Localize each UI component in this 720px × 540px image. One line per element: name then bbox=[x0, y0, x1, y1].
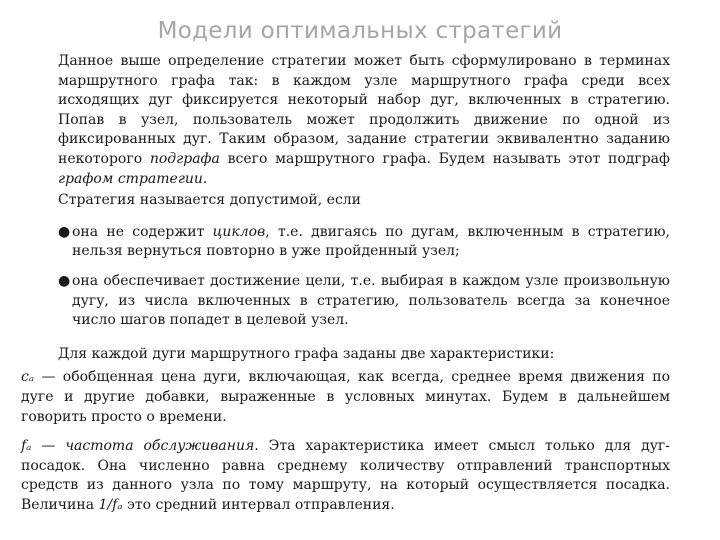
definition-cost bbox=[21, 368, 670, 427]
paragraph-strategy-definition bbox=[58, 52, 670, 189]
paragraph-characteristics: Для каждой дуги маршрутного графа заданы две характеристики: bbox=[58, 345, 555, 362]
term-cycles: циклов bbox=[212, 223, 266, 240]
definition-frequency bbox=[21, 437, 670, 515]
list-item bbox=[58, 223, 670, 262]
text-fragment: это средний интервал отправления. bbox=[122, 496, 395, 513]
conditions-list bbox=[58, 223, 670, 331]
bullet-icon: ● bbox=[58, 272, 71, 289]
term-strategy-graph: графом стратегии bbox=[58, 170, 203, 187]
text-fragment: , т.е. двигаясь по дугам, включенным в стратегию, нельзя вернуться повторно в уже пройденный узел; bbox=[72, 223, 670, 260]
text-fragment: Данное выше определение стратегии может быть сформулировано в терминах маршрутного графа так: в каждом узле маршрутного графа среди всех исходящих дуг фиксируется некоторый набор дуг, включенных в стратегию. Попав в узел, пользователь может продолжить движение по одной из фиксированных дуг. Таким образом, задание стратегии эквивалентно заданию некоторого bbox=[58, 53, 670, 167]
text-fragment: — обобщенная цена дуги, включающая, как всегда, среднее время движения по дуге и другие добавки, выраженные в условных минутах. Будем в дальнейшем говорить просто о времени. bbox=[21, 369, 670, 425]
formula-interval: 1/fₐ bbox=[98, 496, 123, 513]
term-service-frequency: частота обслуживания bbox=[65, 438, 255, 455]
text-fragment: . bbox=[202, 170, 208, 187]
slide-title: Модели оптимальных стратегий bbox=[157, 18, 563, 44]
text-fragment: — bbox=[31, 438, 66, 455]
bullet-icon: ● bbox=[58, 223, 71, 240]
term-subgraph: подграфа bbox=[149, 150, 220, 167]
text-fragment: она обеспечивает достижение цели, т.е. выбирая в каждом узле произвольную дугу, из числа включенных в стратегию, пользователь всегда за конечное число шагов попадет в целевой узел. bbox=[72, 272, 670, 329]
text-fragment: она не содержит bbox=[72, 223, 213, 240]
list-item bbox=[58, 272, 670, 331]
symbol-frequency: fₐ bbox=[21, 438, 32, 455]
text-fragment: всего маршрутного графа. Будем называть этот подграф bbox=[219, 150, 670, 167]
paragraph-admissible: Стратегия называется допустимой, если bbox=[58, 192, 362, 209]
symbol-cost: cₐ bbox=[21, 369, 35, 386]
text-fragment: . Эта характеристика имеет смысл только для дуг-посадок. Она численно равна среднему количеству отправлений транспортных средств из данного узла по тому маршруту, на который осуществляется посадка. Величина bbox=[21, 438, 670, 513]
slide-body bbox=[21, 52, 670, 515]
